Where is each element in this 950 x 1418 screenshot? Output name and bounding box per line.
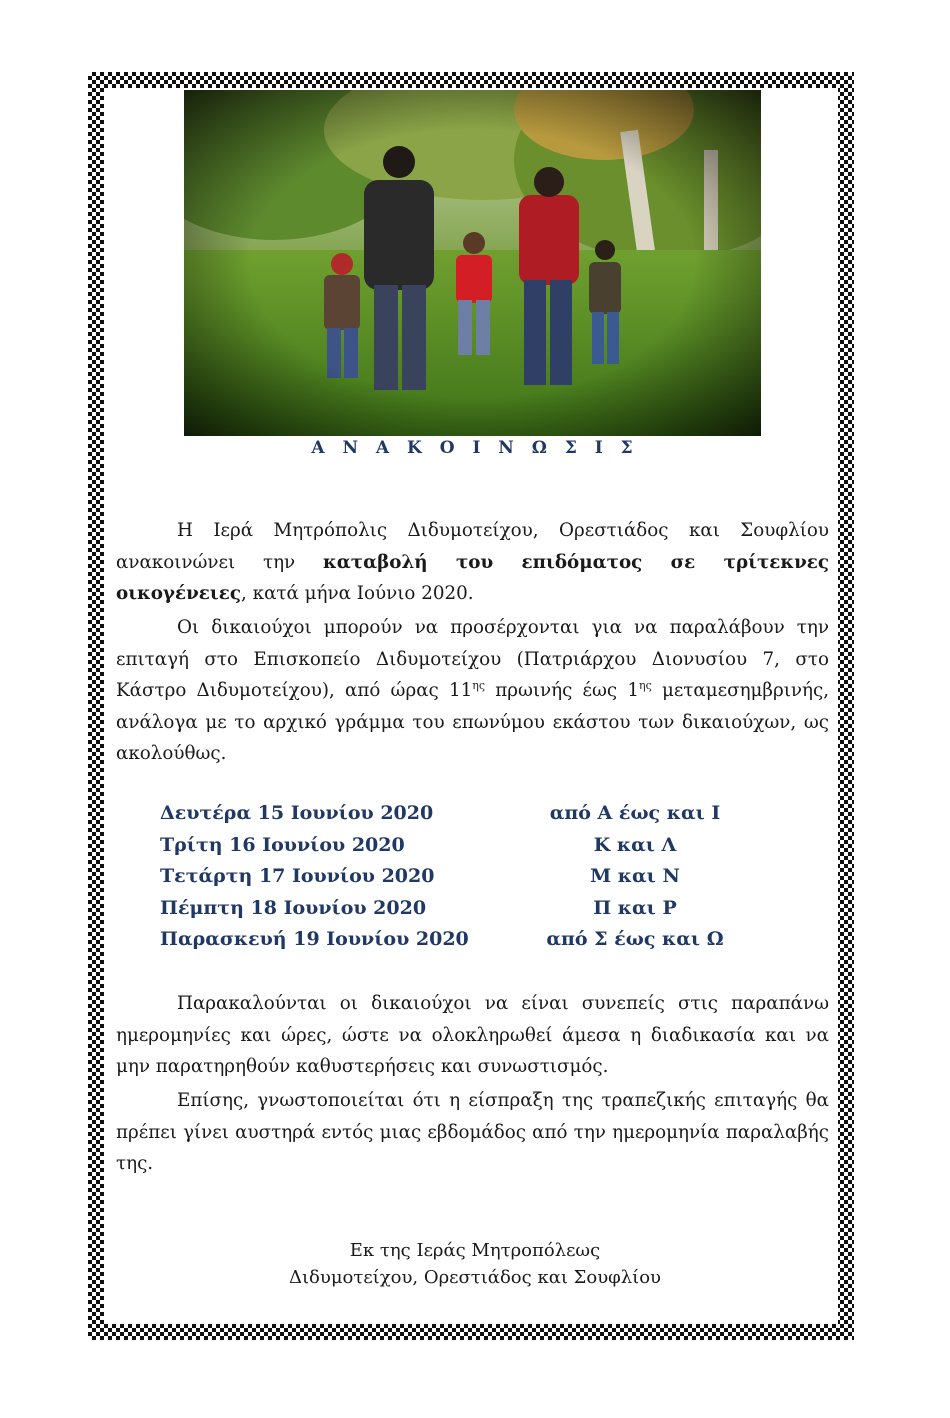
intro-paragraph-2 [116, 612, 829, 770]
closing-paragraph-1: Παρακαλούνται οι δικαιούχοι να είναι συνεπείς στις παραπάνω ημερομηνίες και ώρες, ώστε να ολοκληρωθεί άμεσα η διαδικασία και να μην παρατηρηθούν καθυστερήσεις και συνωστισμός. [116, 993, 829, 1077]
pickup-text-end: μεταμεσημβρινής, ανάλογα με το αρχικό γράμμα του επωνύμου εκάστου των δικαιούχων, ως ακολούθως. [116, 680, 830, 764]
intro-paragraph-1 [116, 515, 829, 610]
schedule-letters: Κ και Λ [593, 834, 677, 856]
schedule-letters: από Α έως και Ι [549, 802, 721, 824]
schedule-letters: από Σ έως και Ω [546, 928, 724, 950]
family-photo [184, 90, 761, 436]
schedule-row [0, 865, 950, 897]
schedule-row [0, 834, 950, 866]
page-title: Α Ν Α Κ Ο Ι Ν Ω Σ Ι Σ [311, 438, 639, 458]
schedule-day: Παρασκευή 19 Ιουνίου 2020 [160, 928, 469, 950]
schedule-row [0, 928, 950, 960]
schedule-letters: Π και Ρ [593, 897, 677, 919]
schedule-letters: Μ και Ν [590, 865, 680, 887]
pickup-text: Οι δικαιούχοι μπορούν να προσέρχονται για να παραλάβουν την επιταγή στο Επισκοπείο Διδυμοτείχου (Πατριάρχου Διονυσίου 7, στο Κάστρο Διδυμοτείχου), από ώρας 11 [116, 617, 829, 701]
intro-text: Η Ιερά Μητρόπολις Διδυμοτείχου, Ορεστιάδος και Σουφλίου ανακοινώνει την [116, 520, 829, 573]
closing-paragraph-2: Επίσης, γνωστοποιείται ότι η είσπραξη της τραπεζικής επιταγής θα πρέπει γίνει αυστηρά εντός μιας εβδομάδος από την ημερομηνία παραλαβής της. [116, 1090, 829, 1174]
family-walking-in-park-image [184, 90, 761, 436]
signature-line-1: Εκ της Ιεράς Μητροπόλεως [349, 1240, 601, 1261]
schedule-row [0, 802, 950, 834]
ordinal-superscript: ης [638, 678, 652, 692]
pickup-text-mid: πρωινής έως 1 [485, 680, 639, 701]
intro-text-end: , κατά μήνα Ιούνιο 2020. [241, 583, 474, 604]
schedule-row [0, 897, 950, 929]
schedule-day: Πέμπτη 18 Ιουνίου 2020 [160, 897, 427, 919]
schedule-day: Τρίτη 16 Ιουνίου 2020 [160, 834, 405, 856]
ordinal-superscript: ης [472, 678, 486, 692]
schedule-day: Δευτέρα 15 Ιουνίου 2020 [160, 802, 434, 824]
schedule-day: Τετάρτη 17 Ιουνίου 2020 [160, 865, 435, 887]
signature-line-2: Διδυμοτείχου, Ορεστιάδος και Σουφλίου [289, 1267, 661, 1288]
intro-bold-text: καταβολή του επιδόματος σε τρίτεκνες οικογένειες [116, 551, 829, 604]
